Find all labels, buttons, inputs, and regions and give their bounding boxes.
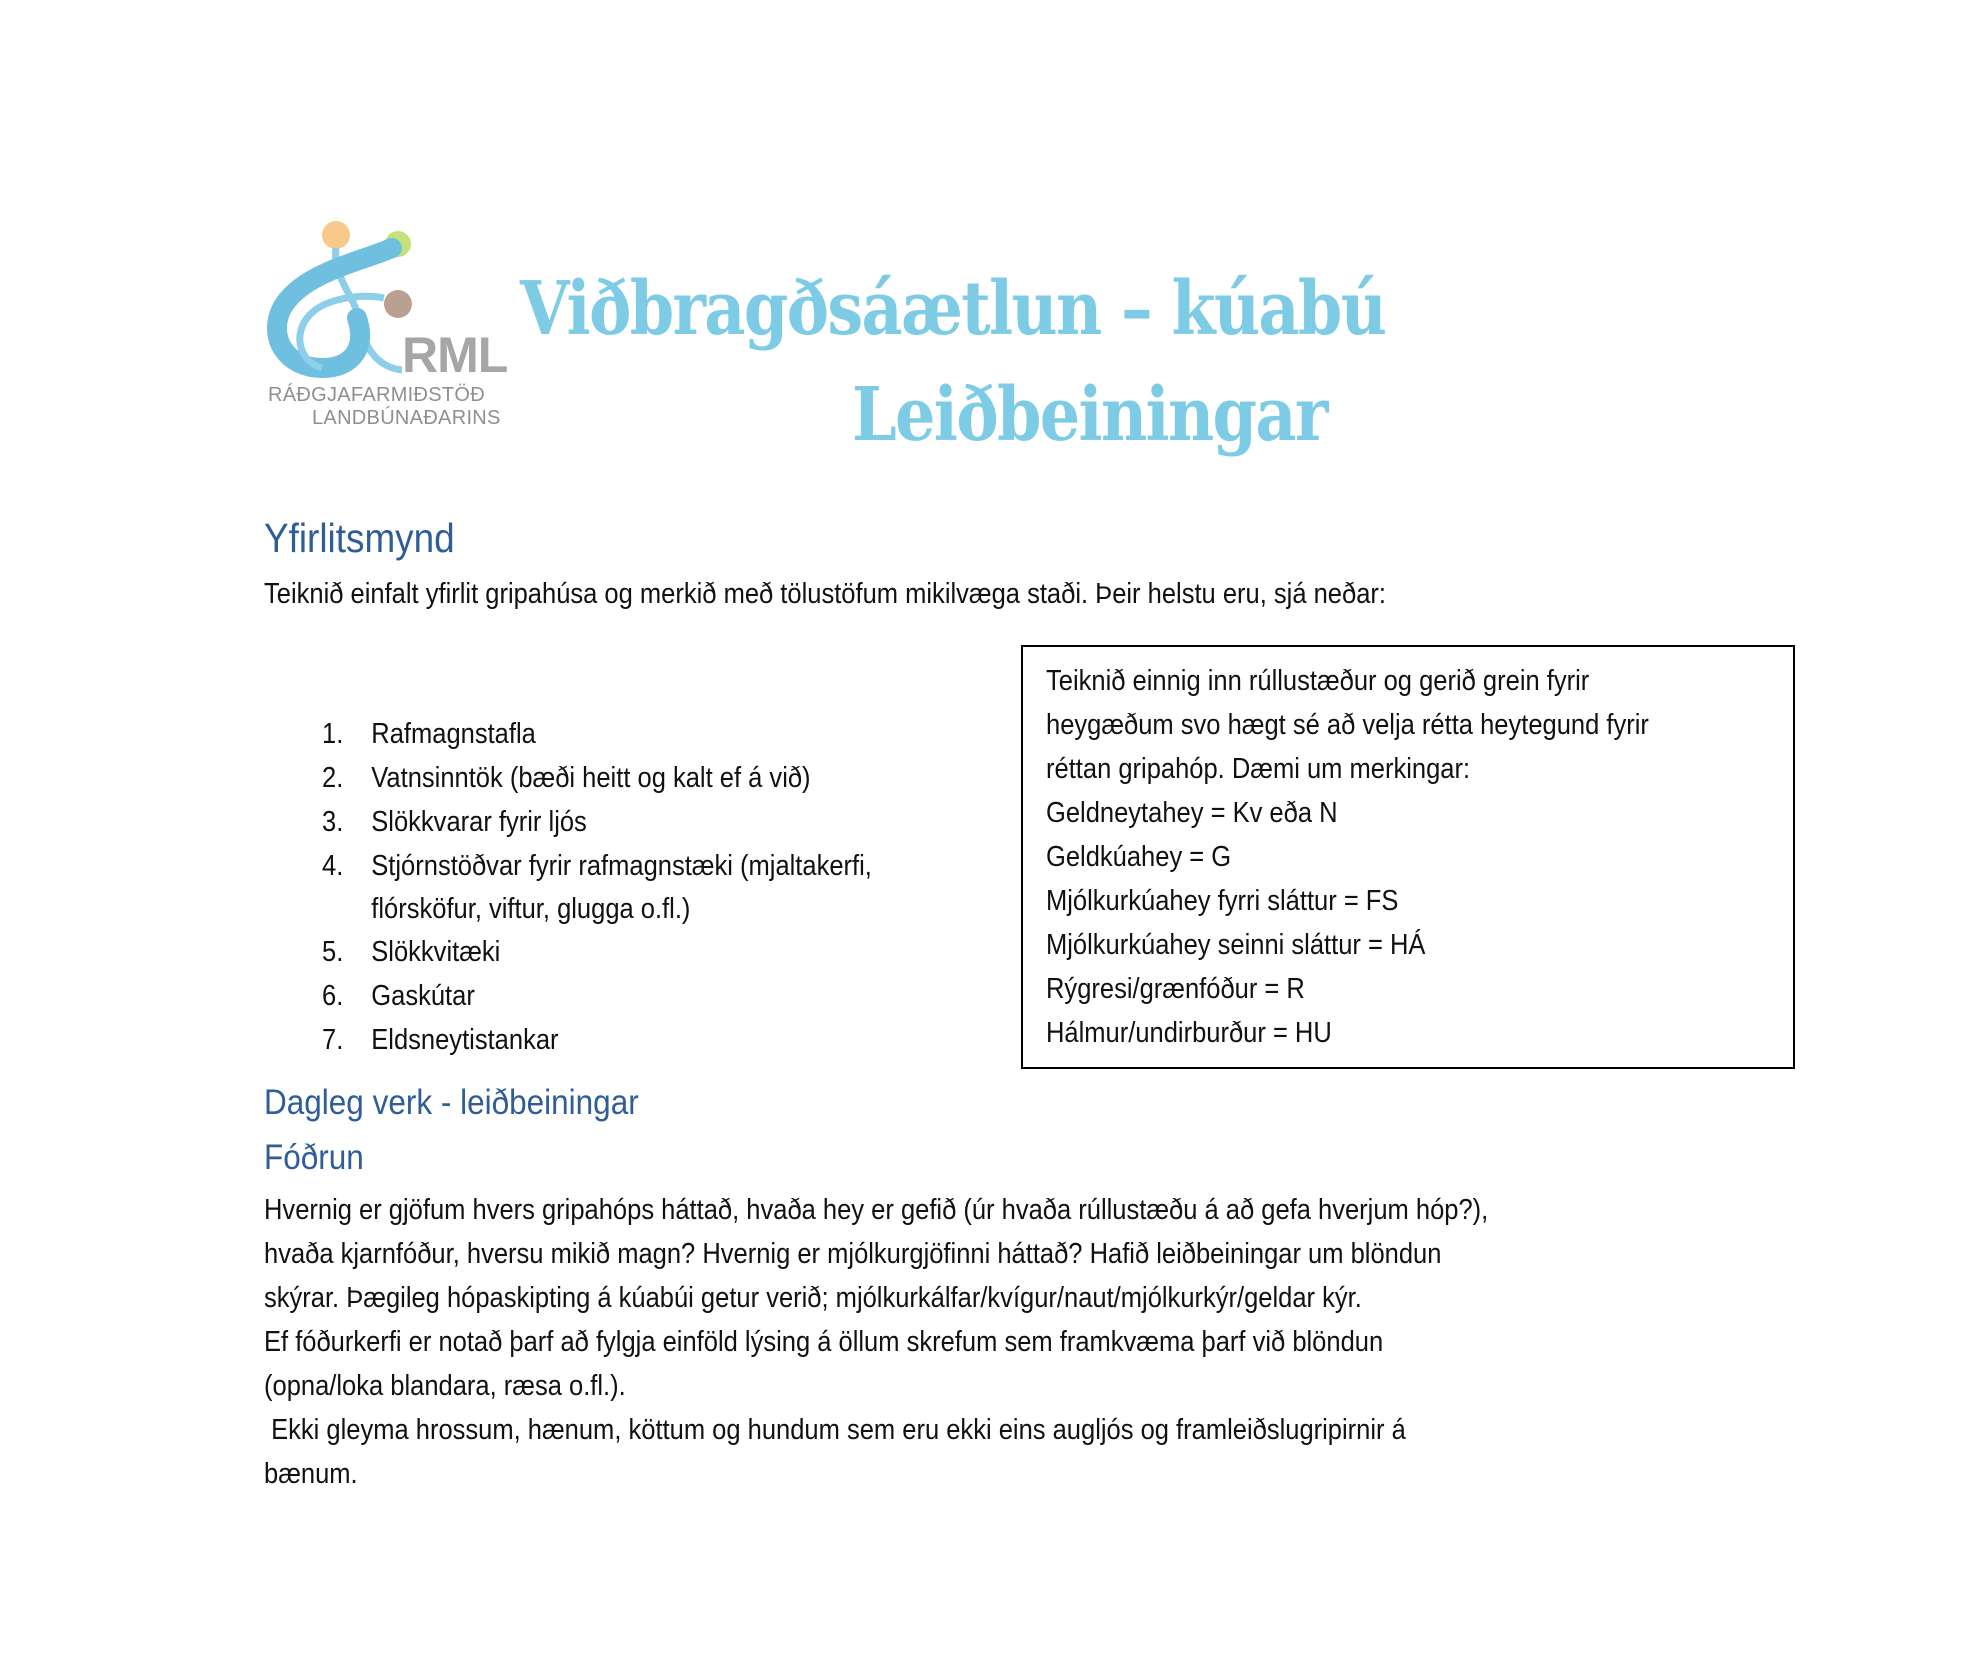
hay-labeling-note-box [1021,645,1795,1069]
logo-subtitle-line2: LANDBÚNAÐARINS [312,407,501,429]
list-item: 5. Slökkvitæki [322,936,501,968]
paragraph-line: Ekki gleyma hrossum, hænum, köttum og hundum sem eru ekki eins augljós og framleiðslugripirnir á [264,1414,1406,1446]
section-heading-daily-tasks: Dagleg verk - leiðbeiningar [264,1083,639,1122]
note-line: Mjólkurkúahey seinni sláttur = HÁ [1046,929,1426,961]
list-item: 4. Stjórnstöðvar fyrir rafmagnstæki (mjaltakerfi, [322,850,872,882]
paragraph-line: hvaða kjarnfóður, hversu mikið magn? Hvernig er mjólkurgjöfinni háttað? Hafið leiðbeiningar um blöndun [264,1238,1442,1270]
list-item: 6. Gaskútar [322,980,475,1012]
note-line: Mjólkurkúahey fyrri sláttur = FS [1046,885,1399,917]
paragraph-line: Ef fóðurkerfi er notað þarf að fylgja einföld lýsing á öllum skrefum sem framkvæma þarf við blöndun [264,1326,1384,1358]
rml-logo [262,218,512,433]
note-line: Hálmur/undirburður = HU [1046,1017,1332,1049]
document-title-line2: Leiðbeiningar [852,372,1327,458]
note-line: heygæðum svo hægt sé að velja rétta heytegund fyrir [1046,709,1649,741]
list-item: 2. Vatnsinntök (bæði heitt og kalt ef á við) [322,762,811,794]
note-line: Rýgresi/grænfóður = R [1046,973,1305,1005]
paragraph-line: (opna/loka blandara, ræsa o.fl.). [264,1370,626,1402]
feeding-paragraph [264,1188,1488,1496]
subsection-heading-feeding: Fóðrun [264,1138,364,1177]
list-item: 3. Slökkvarar fyrir ljós [322,806,587,838]
paragraph-line: bænum. [264,1458,358,1490]
important-locations-list [322,712,947,1062]
note-line: Geldkúahey = G [1046,841,1232,873]
logo-abbreviation: RML [402,327,508,383]
paragraph-line: Hvernig er gjöfum hvers gripahóps háttað, hvaða hey er gefið (úr hvaða rúllustæðu á að gefa hverjum hóp?), [264,1194,1489,1226]
note-line: réttan gripahóp. Dæmi um merkingar: [1046,753,1471,785]
logo-subtitle-line1: RÁÐGJAFARMIÐSTÖÐ [268,384,486,406]
document-title-line1: Viðbragðsáætlun – kúabú [520,266,1386,352]
paragraph-line: skýrar. Þægileg hópaskipting á kúabúi getur verið; mjólkurkálfar/kvígur/naut/mjólkurkýr/geldar kýr. [264,1282,1362,1314]
list-item: 1. Rafmagnstafla [322,718,536,750]
overview-intro: Teiknið einfalt yfirlit gripahúsa og merkið með tölustöfum mikilvæga staði. Þeir helstu eru, sjá neðar: [264,578,1386,610]
note-line: Teiknið einnig inn rúllustæður og gerið grein fyrir [1046,665,1590,697]
section-heading-overview: Yfirlitsmynd [264,515,455,561]
note-line: Geldneytahey = Kv eða N [1046,797,1338,829]
list-item-continuation: flórsköfur, viftur, glugga o.fl.) [371,893,691,925]
list-item: 7. Eldsneytistankar [322,1024,559,1056]
